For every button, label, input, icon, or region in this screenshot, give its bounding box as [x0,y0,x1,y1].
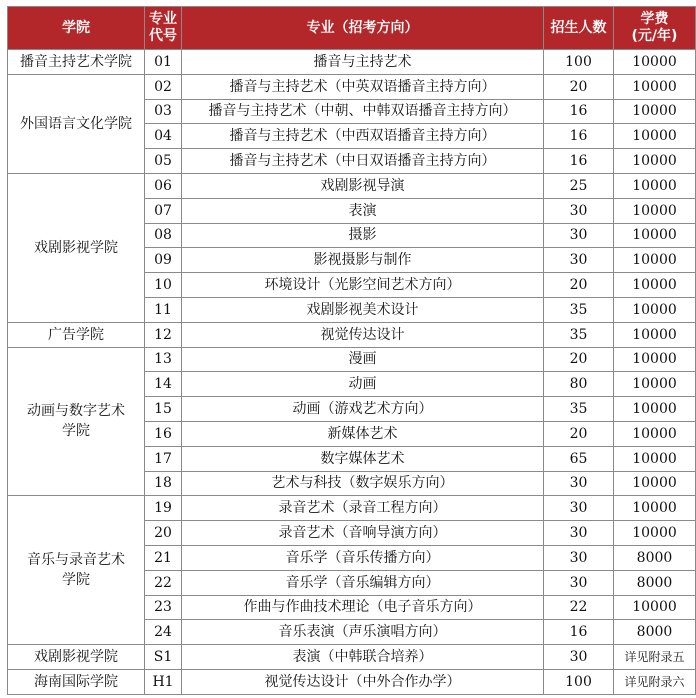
table-row [8,645,696,670]
major-code-cell: 11 [145,297,182,322]
major-code-cell: 18 [145,471,182,496]
fee-cell: 10000 [614,248,696,273]
fee-cell: 8000 [614,545,696,570]
enrollment-cell: 16 [544,620,614,645]
major-code-cell: 16 [145,421,182,446]
fee-cell: 10000 [614,99,696,124]
college-cell [8,669,145,694]
table-body [8,50,696,695]
major-name-cell: 环境设计（光影空间艺术方向） [182,273,544,298]
fee-cell: 详见附录五 [614,645,696,670]
college-cell [8,347,145,496]
college-name-line: 播音主持艺术学院 [20,53,132,70]
major-name-cell: 艺术与科技（数字娱乐方向） [182,471,544,496]
enrollment-cell: 16 [544,99,614,124]
header-row [8,7,696,50]
fee-cell: 10000 [614,372,696,397]
major-name-cell: 动画 [182,372,544,397]
major-name-cell: 音乐学（音乐编辑方向） [182,570,544,595]
enrollment-cell: 30 [544,496,614,521]
enrollment-cell: 20 [544,347,614,372]
fee-cell: 10000 [614,173,696,198]
fee-cell: 详见附录六 [614,669,696,694]
major-code-cell: 10 [145,273,182,298]
major-name-cell: 漫画 [182,347,544,372]
fee-cell: 10000 [614,446,696,471]
fee-cell: 10000 [614,322,696,347]
major-name-cell: 作曲与作曲技术理论（电子音乐方向） [182,595,544,620]
major-name-cell: 录音艺术（音响导演方向） [182,521,544,546]
major-code-cell: 01 [145,50,182,75]
major-name-cell: 摄影 [182,223,544,248]
table-row [8,669,696,694]
college-name-line: 外国语言文化学院 [20,115,132,132]
major-code-cell: 22 [145,570,182,595]
header-major-code [145,7,182,50]
table-row [8,74,696,99]
fee-cell: 10000 [614,347,696,372]
college-cell [8,645,145,670]
enrollment-cell: 30 [544,521,614,546]
enrollment-cell: 20 [544,421,614,446]
major-code-cell: H1 [145,669,182,694]
enrollment-cell: 30 [544,545,614,570]
fee-cell: 10000 [614,74,696,99]
fee-cell: 10000 [614,124,696,149]
enrollment-cell: 100 [544,669,614,694]
enrollment-cell: 30 [544,198,614,223]
major-name-cell: 数字媒体艺术 [182,446,544,471]
major-name-cell: 播音与主持艺术（中日双语播音主持方向） [182,149,544,174]
major-code-cell: 04 [145,124,182,149]
major-name-cell: 表演 [182,198,544,223]
enrollment-cell: 16 [544,149,614,174]
enrollment-cell: 65 [544,446,614,471]
college-name-line: 学院 [62,423,90,440]
fee-cell: 10000 [614,471,696,496]
enrollment-cell: 20 [544,74,614,99]
enrollment-cell: 25 [544,173,614,198]
major-code-cell: 24 [145,620,182,645]
fee-cell: 10000 [614,521,696,546]
enrollment-cell: 30 [544,248,614,273]
major-name-cell: 表演（中韩联合培养） [182,645,544,670]
major-code-cell: 09 [145,248,182,273]
major-code-cell: 14 [145,372,182,397]
major-name-cell: 戏剧影视美术设计 [182,297,544,322]
major-code-cell: 13 [145,347,182,372]
enrollment-cell: 16 [544,124,614,149]
enrollment-cell: 100 [544,50,614,75]
fee-cell: 10000 [614,595,696,620]
major-name-cell: 新媒体艺术 [182,421,544,446]
fee-cell: 10000 [614,149,696,174]
enrollment-cell: 35 [544,397,614,422]
header-code-line2: 代号 [149,28,177,44]
table-row [8,496,696,521]
college-cell [8,496,145,645]
major-name-cell: 音乐学（音乐传播方向） [182,545,544,570]
college-cell [8,322,145,347]
enrollment-cell: 35 [544,297,614,322]
fee-cell: 10000 [614,496,696,521]
header-enrollment: 招生人数 [544,7,614,50]
header-college: 学院 [8,7,145,50]
college-cell [8,50,145,75]
major-name-cell: 戏剧影视导演 [182,173,544,198]
college-name-line: 戏剧影视学院 [34,649,118,666]
table-row [8,347,696,372]
major-code-cell: 17 [145,446,182,471]
major-code-cell: 03 [145,99,182,124]
college-cell [8,173,145,322]
college-cell [8,74,145,173]
college-name-line: 戏剧影视学院 [34,239,118,256]
fee-cell: 8000 [614,620,696,645]
college-name-line: 音乐与录音艺术 [27,552,125,569]
header-fee [614,7,696,50]
major-name-cell: 播音与主持艺术（中西双语播音主持方向） [182,124,544,149]
major-code-cell: 07 [145,198,182,223]
fee-cell: 10000 [614,198,696,223]
fee-cell: 8000 [614,570,696,595]
enrollment-cell: 30 [544,471,614,496]
major-code-cell: 08 [145,223,182,248]
fee-cell: 10000 [614,397,696,422]
fee-cell: 10000 [614,297,696,322]
header-major: 专业（招考方向） [182,7,544,50]
admissions-table [7,6,696,695]
enrollment-cell: 30 [544,570,614,595]
major-code-cell: 21 [145,545,182,570]
major-code-cell: 23 [145,595,182,620]
enrollment-cell: 20 [544,273,614,298]
major-name-cell: 播音与主持艺术（中英双语播音主持方向） [182,74,544,99]
enrollment-cell: 22 [544,595,614,620]
major-name-cell: 影视摄影与制作 [182,248,544,273]
major-code-cell: S1 [145,645,182,670]
table-row [8,50,696,75]
major-name-cell: 视觉传达设计 [182,322,544,347]
enrollment-cell: 80 [544,372,614,397]
major-code-cell: 02 [145,74,182,99]
major-code-cell: 05 [145,149,182,174]
major-name-cell: 音乐表演（声乐演唱方向） [182,620,544,645]
header-fee-line1: 学费 [640,11,669,27]
fee-cell: 10000 [614,223,696,248]
table-row [8,322,696,347]
major-name-cell: 动画（游戏艺术方向） [182,397,544,422]
major-name-cell: 播音与主持艺术 [182,50,544,75]
major-code-cell: 20 [145,521,182,546]
fee-cell: 10000 [614,421,696,446]
enrollment-cell: 30 [544,223,614,248]
fee-cell: 10000 [614,50,696,75]
major-name-cell: 录音艺术（录音工程方向） [182,496,544,521]
major-code-cell: 15 [145,397,182,422]
header-fee-line2: (元/年) [631,28,678,44]
major-code-cell: 19 [145,496,182,521]
major-code-cell: 12 [145,322,182,347]
enrollment-cell: 35 [544,322,614,347]
major-name-cell: 播音与主持艺术（中朝、中韩双语播音主持方向） [182,99,544,124]
college-name-line: 学院 [62,572,90,589]
table-row [8,173,696,198]
college-name-line: 广告学院 [48,326,104,343]
table-header [8,7,696,50]
fee-cell: 10000 [614,273,696,298]
header-code-line1: 专业 [149,11,177,27]
enrollment-cell: 30 [544,645,614,670]
major-name-cell: 视觉传达设计（中外合作办学） [182,669,544,694]
major-code-cell: 06 [145,173,182,198]
college-name-line: 海南国际学院 [34,673,118,690]
college-name-line: 动画与数字艺术 [27,403,125,420]
